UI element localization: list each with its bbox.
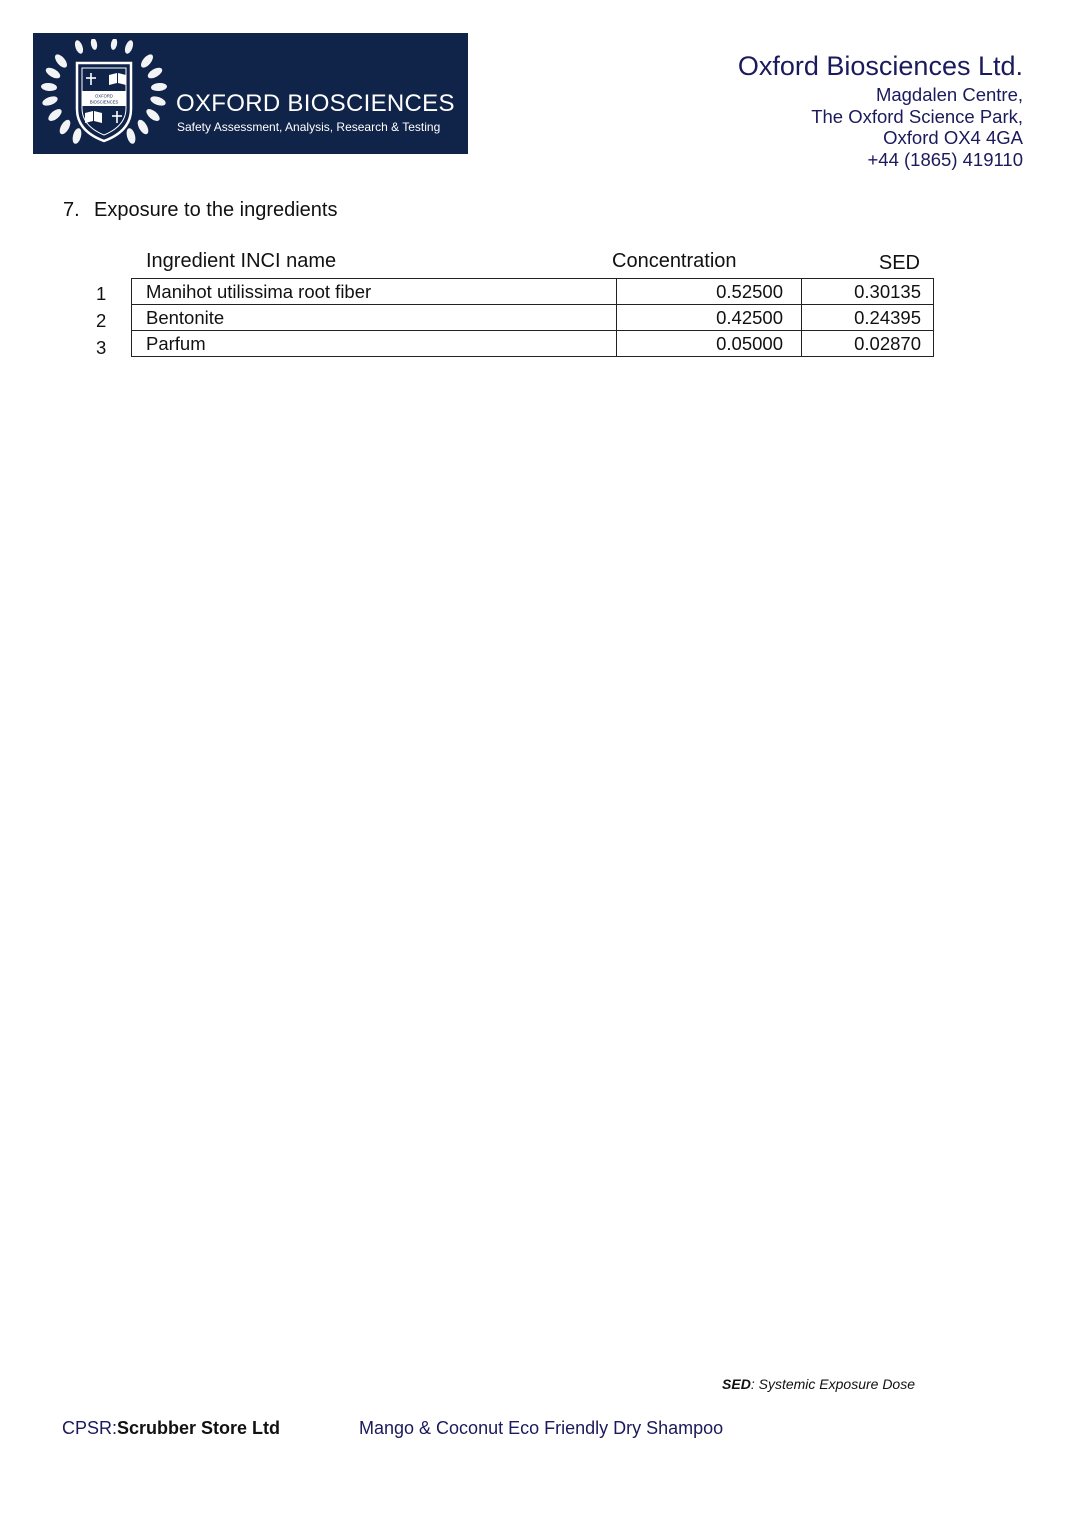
footnote-text: : Systemic Exposure Dose (750, 1376, 915, 1392)
sed-cell: 0.30135 (802, 279, 934, 305)
row-number: 3 (96, 337, 107, 358)
footer-client-name: Scrubber Store Ltd (117, 1418, 281, 1438)
ingredient-name-cell: Parfum (132, 331, 617, 357)
section-number: 7. (63, 199, 80, 221)
sed-cell: 0.24395 (802, 305, 934, 331)
header-sed: SED (878, 252, 920, 274)
laurel-crest-icon (39, 39, 169, 149)
table-row (132, 279, 934, 305)
header-ingredient-name: Ingredient INCI name (146, 250, 337, 272)
ingredient-name-cell: Bentonite (132, 305, 617, 331)
svg-text:OXFORD: OXFORD (95, 93, 113, 99)
section-heading (63, 199, 338, 222)
table-row (132, 331, 934, 357)
section-title: Exposure to the ingredients (94, 199, 338, 221)
footer-product-name: Mango & Coconut Eco Friendly Dry Shampoo (359, 1418, 724, 1438)
address-line-city: Oxford OX4 4GA (883, 127, 1023, 148)
ingredient-table (131, 278, 934, 357)
address-line-park: The Oxford Science Park, (811, 105, 1023, 127)
concentration-cell: 0.52500 (617, 279, 802, 305)
company-name: Oxford Biosciences Ltd. (737, 51, 1023, 81)
logo-tagline: Safety Assessment, Analysis, Research & Testing (177, 120, 441, 134)
concentration-cell: 0.42500 (617, 305, 802, 331)
table-row (132, 305, 934, 331)
sed-footnote (722, 1376, 915, 1392)
sed-cell: 0.02870 (802, 331, 934, 357)
row-number: 1 (96, 283, 107, 304)
phone-number: +44 (1865) 419110 (867, 148, 1023, 170)
footnote-abbr: SED (722, 1376, 751, 1392)
company-address-block (738, 50, 1023, 170)
footer-client (62, 1418, 280, 1439)
concentration-cell: 0.05000 (617, 331, 802, 357)
logo-title: OXFORD BIOSCIENCES (176, 90, 455, 117)
ingredient-name-cell: Manihot utilissima root fiber (132, 279, 617, 305)
row-number: 2 (96, 310, 107, 331)
svg-text:BIOSCIENCES: BIOSCIENCES (89, 99, 119, 105)
footer-label: CPSR: (62, 1418, 118, 1438)
address-line-street: Magdalen Centre, (875, 84, 1023, 105)
header-concentration: Concentration (612, 250, 737, 272)
company-logo (33, 33, 468, 154)
